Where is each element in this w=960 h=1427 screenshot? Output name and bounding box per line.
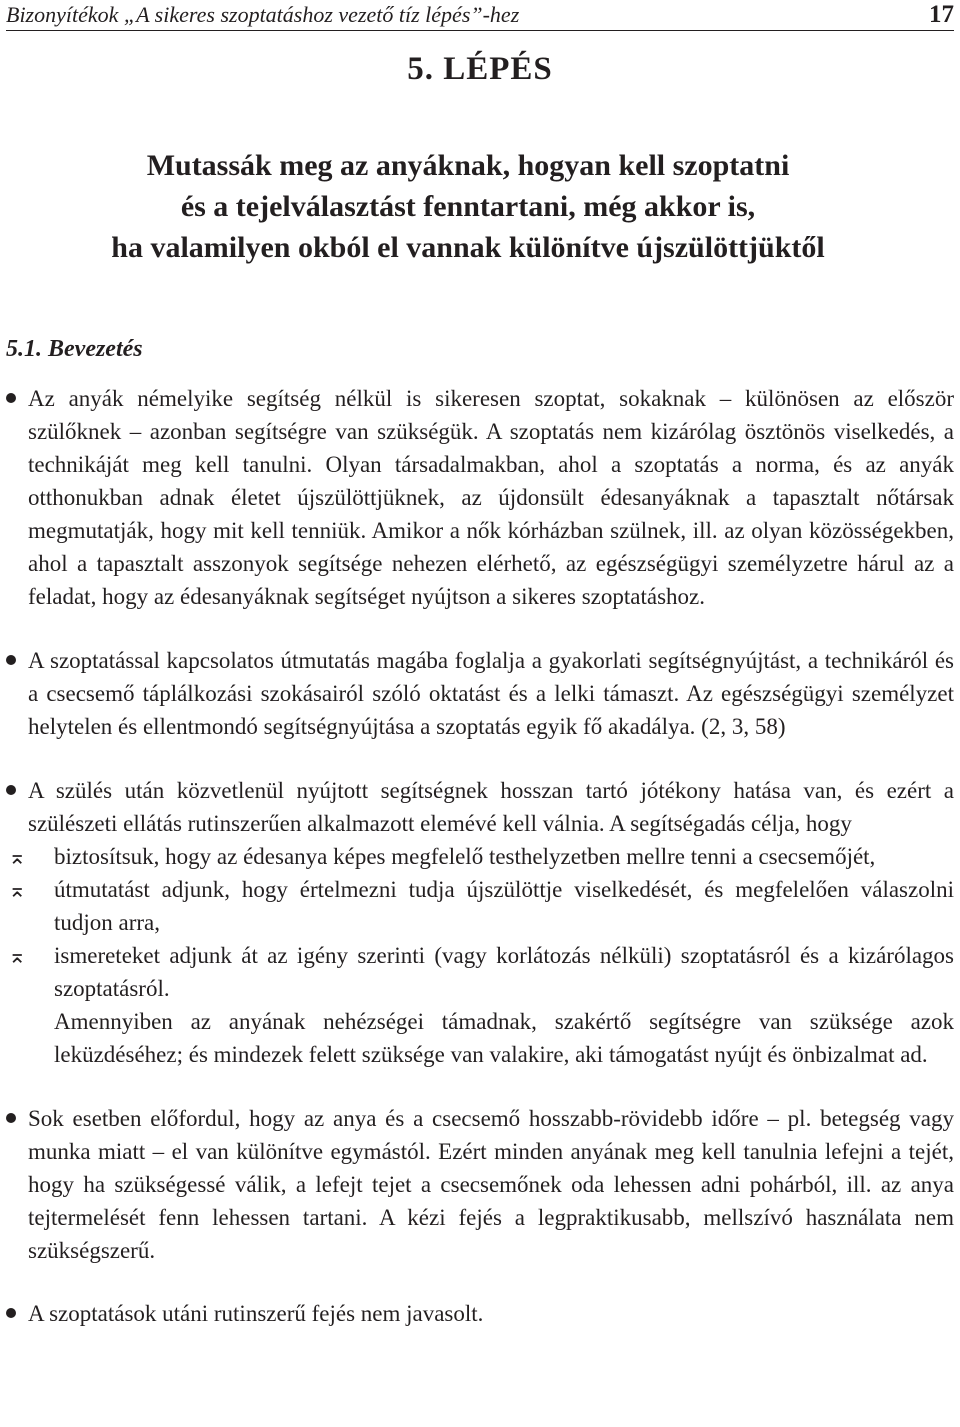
bullet-text: A szoptatással kapcsolatos útmutatás magába foglalja a gyakorlati segítségnyújtást, a technikáról és a csecsemő táplálkozási szokásairól szóló oktatást és a lelki támaszt. Az egészségügyi személyzet helytelen és ellentmondó segítségnyújtása a szoptatás egyik fő akadálya. (2, 3, 58) [28, 648, 954, 739]
sub-list-item [6, 939, 954, 1005]
bullet-item [6, 1102, 954, 1267]
chapter-title-line-2: és a tejelválasztást fenntartani, még akkor is, [180, 190, 756, 223]
bullet-item [6, 382, 954, 613]
section-heading: 5.1. Bevezetés [6, 336, 143, 362]
running-title: Bizonyítékok „A sikeres szoptatáshoz vezető tíz lépés”-hez [6, 2, 520, 27]
bullet-dot-icon [6, 785, 16, 795]
up-arrowhead-icon: ⌅ [8, 943, 27, 968]
bullet-dot-icon [6, 393, 16, 403]
step-title: 5. LÉPÉS [407, 51, 553, 87]
bullet-list [6, 382, 954, 1330]
bullet-dot-icon [6, 1113, 16, 1123]
bullet-text: A szülés után közvetlenül nyújtott segítségnek hosszan tartó jótékony hatása van, és ezért a szülészeti ellátás rutinszerűen alkalmazott elemévé kell válnia. A segítségadás célja, hogy [28, 778, 954, 836]
note-paragraph: Amennyiben az anyának nehézségei támadnak, szakértő segítségre van szüksége azok leküzdéséhez; és mindezek felett szüksége van valakire, aki támogatást nyújt és önbizalmat ad. [54, 1009, 954, 1067]
bullet-dot-icon [6, 1308, 16, 1318]
up-arrowhead-icon: ⌅ [8, 877, 27, 902]
chapter-title-line-3: ha valamilyen okból el vannak különítve újszülöttjüktől [111, 231, 825, 264]
bullet-text: Az anyák némelyike segítség nélkül is sikeresen szoptat, sokaknak – különösen az először szülőknek – azonban segítségre van szükségük. A szoptatás nem kizárólag ösztönös viselkedés, a technikáját meg kell tanulni. Olyan társadalmakban, ahol a szoptatás a norma, és az anyák otthonukban adnak életet újszülöttjüknek, az újdonsült édesanyáknak a tapasztalt nőtársak megmutatják, hogy mit kell tenniük. Amikor a nők kórházban szülnek, ill. az olyan közösségekben, ahol a tapasztalt asszonyok segítsége nehezen elérhető, az egészségügyi személyzetre hárul az a feladat, hogy az édesanyáknak segítséget nyújtson a sikeres szoptatáshoz. [28, 386, 954, 609]
sub-list-text: biztosítsuk, hogy az édesanya képes megfelelő testhelyzetben mellre tenni a csecsemőjét, [54, 844, 876, 869]
sub-list-text: útmutatást adjunk, hogy értelmezni tudja újszülöttje viselkedését, és megfelelően válaszolni tudjon arra, [54, 877, 954, 935]
chapter-title-line-1: Mutassák meg az anyáknak, hogyan kell szoptatni [146, 149, 790, 182]
up-arrowhead-icon: ⌅ [8, 844, 27, 869]
sub-list-text: ismereteket adjunk át az igény szerinti (vagy korlátozás nélküli) szoptatásról és a kizárólagos szoptatásról. [54, 943, 954, 1001]
bullet-text: Sok esetben előfordul, hogy az anya és a csecsemő hosszabb-rövidebb időre – pl. betegség vagy munka miatt – el van különítve egymástól. Ezért minden anyának meg kell tanulnia lefejni a tejét, hogy ha szükségessé válik, a lefejt tejet a csecsemőnek oda lehessen adni pohárból, ill. az anya tejtermelését fenn lehessen tartani. A kézi fejés a legpraktikusabb, mellszívó használata nem szükségszerű. [28, 1106, 954, 1263]
page-number: 17 [929, 1, 954, 28]
sub-list-item [6, 873, 954, 939]
bullet-item [6, 644, 954, 743]
sub-list-item [6, 840, 954, 873]
bullet-dot-icon [6, 655, 16, 665]
bullet-item [6, 1297, 954, 1330]
sub-list [8, 840, 954, 1005]
bullet-item [6, 774, 954, 1071]
chapter-title [6, 145, 954, 268]
running-header [6, 0, 954, 31]
bullet-text: A szoptatások utáni rutinszerű fejés nem javasolt. [28, 1301, 484, 1326]
